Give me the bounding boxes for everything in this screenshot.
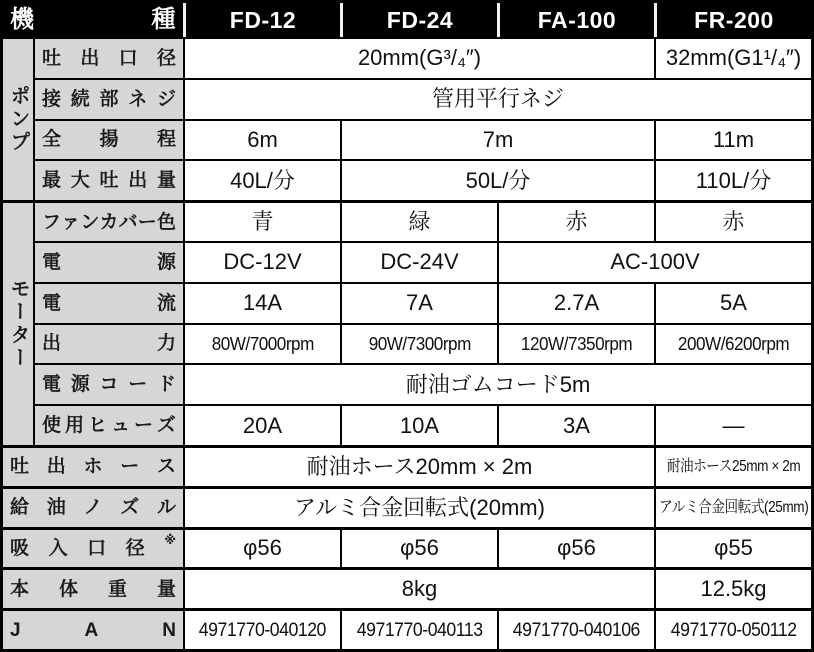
- cell-power-fd12: DC-12V: [183, 241, 340, 282]
- cell-discharge-port-fr200: 32mm(G1¹/₄″): [654, 37, 811, 78]
- jan-code: 4971770-040106: [512, 619, 641, 641]
- cell-output-fa100: [497, 323, 654, 364]
- row-label-current: 電 流: [33, 282, 183, 323]
- output-value: 120W/7350rpm: [520, 333, 633, 354]
- cell-current-fa100: 2.7A: [497, 282, 654, 323]
- cell-head-fd12: 6m: [183, 119, 340, 160]
- row-label-suction: 吸 入 口 径 ※: [3, 527, 183, 568]
- column-header-fd12: FD-12: [183, 3, 340, 37]
- cell-fuse-fd12: 20A: [183, 404, 340, 445]
- cell-fan-cover-fd24: 緑: [340, 200, 497, 241]
- hose-value-condensed: 耐油ホース25mm × 2m: [666, 457, 801, 475]
- row-label-fuse: 使 用 ヒ ュ ー ズ: [33, 404, 183, 445]
- jan-code: 4971770-040113: [356, 619, 483, 641]
- cell-max-flow-fd12: 40L/分: [183, 159, 340, 200]
- cell-power-fa100-fr200: AC-100V: [497, 241, 811, 282]
- cell-weight-fd12-fa100: 8kg: [183, 567, 654, 608]
- cell-fuse-fr200: —: [654, 404, 811, 445]
- cell-nozzle-fr200: [654, 486, 811, 527]
- cell-fan-cover-fa100: 赤: [497, 200, 654, 241]
- column-header-fr200: FR-200: [654, 3, 811, 37]
- cell-discharge-port-fd12-fa100: 20mm(G³/₄″): [183, 37, 654, 78]
- column-header-fd24: FD-24: [340, 3, 497, 37]
- cell-current-fd12: 14A: [183, 282, 340, 323]
- output-value: 200W/6200rpm: [677, 333, 790, 354]
- cell-weight-fr200: 12.5kg: [654, 567, 811, 608]
- output-value: 80W/7000rpm: [211, 333, 314, 354]
- row-label-weight: 本 体 重 量: [3, 567, 183, 608]
- cell-head-fr200: 11m: [654, 119, 811, 160]
- row-label-output: 出 力: [33, 323, 183, 364]
- row-label-max-flow: 最 大 吐 出 量: [33, 159, 183, 200]
- cell-jan-fr200: [654, 608, 811, 649]
- cell-suction-fr200: φ55: [654, 527, 811, 568]
- jan-code: 4971770-050112: [670, 619, 797, 641]
- group-label-pump: ポンプ: [3, 37, 33, 200]
- cell-suction-fa100: φ56: [497, 527, 654, 568]
- output-value: 90W/7300rpm: [368, 333, 471, 354]
- cell-thread-all: 管用平行ネジ: [183, 78, 811, 119]
- row-label-nozzle: 給 油 ノ ズ ル: [3, 486, 183, 527]
- column-header-fa100: FA-100: [497, 3, 654, 37]
- cell-cord-all: 耐油ゴムコード5m: [183, 363, 811, 404]
- cell-head-fd24-fa100: 7m: [340, 119, 654, 160]
- row-label-jan: J A N: [3, 608, 183, 649]
- cell-max-flow-fd24-fa100: 50L/分: [340, 159, 654, 200]
- group-label-motor: モーター: [3, 200, 33, 445]
- cell-current-fd24: 7A: [340, 282, 497, 323]
- cell-max-flow-fr200: 110L/分: [654, 159, 811, 200]
- cell-nozzle-fd12-fa100: アルミ合金回転式(20mm): [183, 486, 654, 527]
- row-label-head: 全 揚 程: [33, 119, 183, 160]
- cell-hose-fr200: [654, 445, 811, 486]
- cell-fuse-fa100: 3A: [497, 404, 654, 445]
- row-label-hose: 吐 出 ホ ー ス: [3, 445, 183, 486]
- jan-code: 4971770-040120: [198, 619, 327, 641]
- cell-suction-fd12: φ56: [183, 527, 340, 568]
- cell-current-fr200: 5A: [654, 282, 811, 323]
- cell-fan-cover-fr200: 赤: [654, 200, 811, 241]
- row-label-power: 電 源: [33, 241, 183, 282]
- cell-output-fd12: [183, 323, 340, 364]
- cell-output-fd24: [340, 323, 497, 364]
- cell-hose-fd12-fa100: 耐油ホース20mm × 2m: [183, 445, 654, 486]
- row-label-fan-cover: フ ァ ン カ バ ー 色: [33, 200, 183, 241]
- cell-jan-fd12: [183, 608, 340, 649]
- cell-fuse-fd24: 10A: [340, 404, 497, 445]
- row-label-cord: 電 源 コ ー ド: [33, 363, 183, 404]
- row-label-thread: 接 続 部 ネ ジ: [33, 78, 183, 119]
- cell-suction-fd24: φ56: [340, 527, 497, 568]
- cell-output-fr200: [654, 323, 811, 364]
- header-model-label: 機 種: [3, 3, 183, 37]
- cell-jan-fd24: [340, 608, 497, 649]
- cell-power-fd24: DC-24V: [340, 241, 497, 282]
- cell-jan-fa100: [497, 608, 654, 649]
- nozzle-value-condensed: アルミ合金回転式(25mm): [658, 498, 809, 516]
- cell-fan-cover-fd12: 青: [183, 200, 340, 241]
- row-label-discharge-port: 吐 出 口 径: [33, 37, 183, 78]
